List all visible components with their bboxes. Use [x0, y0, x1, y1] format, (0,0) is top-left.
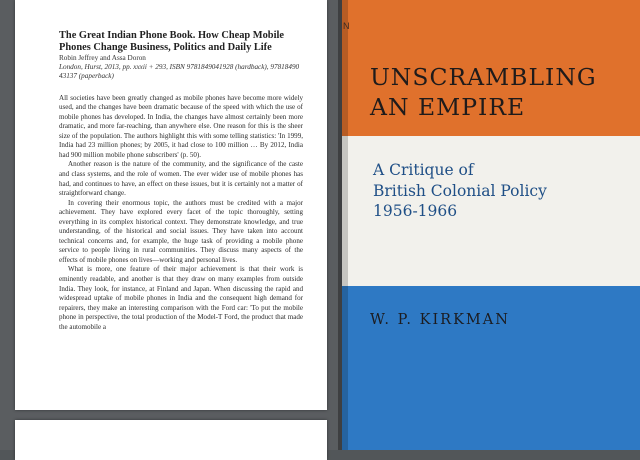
cover-bottom-band	[342, 286, 640, 450]
document-page-next	[15, 420, 327, 460]
book-subtitle-line: British Colonial Policy	[373, 181, 547, 200]
review-content	[59, 30, 303, 332]
review-paragraph: In covering their enormous topic, the authors must be credited with a major achievement. They have explored every facet of the topic thoroughly, setting everything in its complex historical context. They demonstrate knowledge, and true understanding, of the historical and social issues. They have taken into account technical concerns and, for example, the huge task of providing a mobile phone service to people living in rural communities. They discuss many aspects of the effects of mobile phones on lives—working and personal lives.	[59, 198, 303, 264]
book-title-line: UNSCRAMBLING	[370, 63, 597, 91]
book-author: W. P. KIRKMAN	[370, 312, 510, 328]
review-paragraph: All societies have been greatly changed as mobile phones have become more widely used, and the changes have been dramatic because of the speed with which the use of mobile phones has developed. In India, the changes have almost certainly been more dramatic, and more far-reaching, than anywhere else. One reason for this is the sheer size of the population. The authors highlight this with some telling statistics: 'In 1999, India had 23 million phones; by 2005, it had close to 100 million … By 2012, India had 900 million mobile phone subscribers' (p. 50).	[59, 93, 303, 159]
book-title-line: AN EMPIRE	[370, 93, 526, 121]
book-title	[370, 62, 630, 122]
review-authors: Robin Jeffrey and Assa Doron	[59, 54, 146, 62]
cover-corner-text: N	[343, 21, 350, 31]
document-page	[15, 0, 327, 410]
book-cover	[342, 0, 640, 450]
review-body	[59, 94, 303, 333]
cover-spine-shadow	[342, 0, 348, 450]
review-title: The Great Indian Phone Book. How Cheap Mobile Phones Change Business, Politics and Daily Life	[59, 30, 284, 53]
review-paragraph: What is more, one feature of their major achievement is that their work is eminently readable, and another is that they draw on many examples from outside India. They look, for instance, at Finland and Japan. When discussing the rapid and widespread uptake of mobile phones in India and the consequent high demand for repairers, they make an interesting comparison with the Ford car: 'To put the mobile phone in perspective, the total production of the Model-T Ford, the product that made the automobile a	[59, 265, 303, 331]
book-subtitle-line: A Critique of	[373, 161, 474, 179]
book-subtitle-line: 1956-1966	[373, 202, 458, 220]
book-subtitle	[373, 160, 633, 222]
review-paragraph: Another reason is the nature of the community, and the significance of the caste and class systems, and the role of women. The ever wider use of mobile phones has had, and continues to have, an effect on these issues, but it is certainly not a matter of straightforward change.	[59, 160, 303, 198]
review-citation: London, Hurst, 2013, pp. xxxii + 293, ISBN 9781849041928 (hardback), 97818490 43137 (paperback)	[59, 63, 300, 81]
